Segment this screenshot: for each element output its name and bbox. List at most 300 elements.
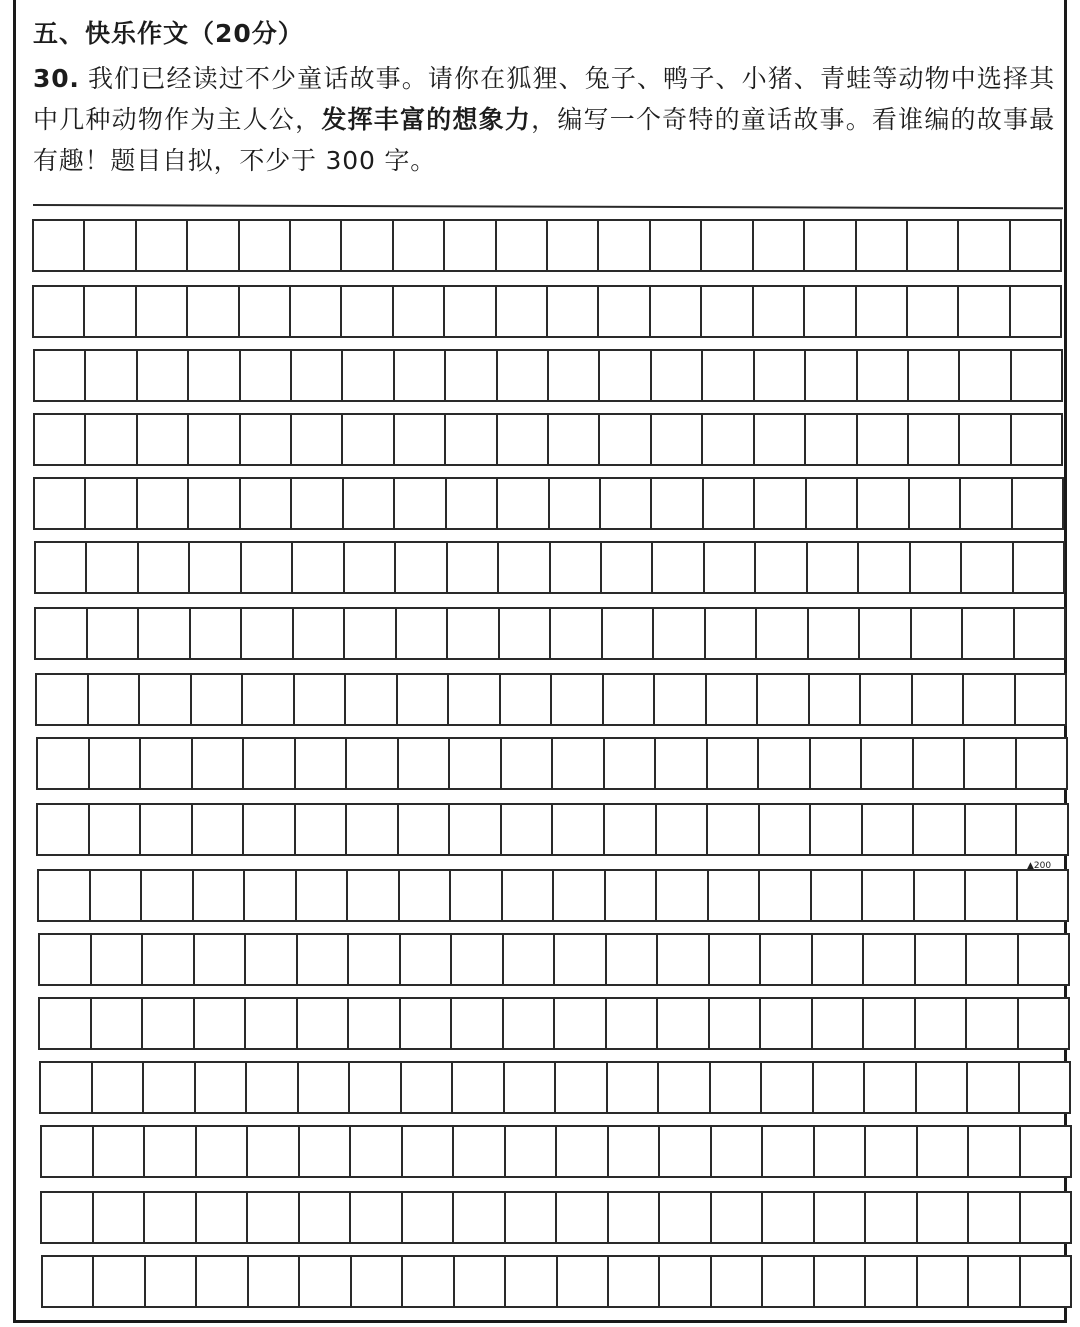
writing-cell[interactable] [917, 1063, 969, 1112]
writing-cell[interactable] [92, 999, 144, 1048]
writing-cell[interactable] [549, 415, 600, 464]
writing-cell[interactable] [755, 351, 806, 400]
writing-cell[interactable] [858, 479, 909, 528]
writing-cell[interactable] [912, 609, 964, 658]
writing-cell[interactable] [910, 479, 961, 528]
writing-cell[interactable] [915, 871, 967, 920]
writing-cell[interactable] [140, 675, 192, 724]
writing-cell[interactable] [190, 543, 241, 592]
writing-cell[interactable] [244, 739, 296, 788]
writing-cell[interactable] [343, 415, 394, 464]
writing-cell[interactable] [761, 999, 813, 1048]
writing-cell[interactable] [811, 739, 863, 788]
writing-cell[interactable] [706, 609, 758, 658]
writing-cell[interactable] [394, 287, 445, 336]
writing-cell[interactable] [291, 221, 342, 270]
writing-cell[interactable] [39, 871, 91, 920]
writing-cell[interactable] [813, 935, 865, 984]
writing-cell[interactable] [137, 287, 188, 336]
writing-cell[interactable] [447, 479, 498, 528]
writing-cell[interactable] [342, 287, 393, 336]
writing-cell[interactable] [351, 1127, 403, 1176]
writing-cell[interactable] [249, 1257, 300, 1306]
writing-cell[interactable] [300, 1193, 352, 1242]
writing-cell[interactable] [300, 1257, 351, 1306]
writing-cell[interactable] [555, 935, 607, 984]
writing-cell[interactable] [659, 1063, 711, 1112]
writing-cell[interactable] [188, 287, 239, 336]
writing-cell[interactable] [1011, 287, 1060, 336]
writing-cell[interactable] [651, 221, 702, 270]
writing-cell[interactable] [499, 543, 550, 592]
writing-cell[interactable] [350, 1063, 402, 1112]
writing-cell[interactable] [755, 479, 806, 528]
writing-cell[interactable] [188, 221, 239, 270]
writing-cell[interactable] [449, 675, 501, 724]
writing-cell[interactable] [1016, 675, 1066, 724]
writing-cell[interactable] [145, 1127, 197, 1176]
writing-cell[interactable] [754, 221, 805, 270]
writing-cell[interactable] [653, 543, 704, 592]
writing-cell[interactable] [960, 415, 1011, 464]
writing-cell[interactable] [145, 1193, 197, 1242]
writing-cell[interactable] [92, 935, 144, 984]
writing-cell[interactable] [241, 415, 292, 464]
writing-cell[interactable] [454, 1193, 506, 1242]
writing-cell[interactable] [862, 739, 914, 788]
writing-cell[interactable] [506, 1257, 557, 1306]
writing-cell[interactable] [144, 1063, 196, 1112]
writing-cell[interactable] [1012, 351, 1061, 400]
writing-cell[interactable] [1015, 609, 1065, 658]
writing-cell[interactable] [866, 1127, 918, 1176]
writing-cell[interactable] [811, 805, 863, 854]
writing-cell[interactable] [395, 415, 446, 464]
writing-cell[interactable] [762, 1063, 814, 1112]
writing-cell[interactable] [504, 999, 556, 1048]
writing-cell[interactable] [296, 739, 348, 788]
writing-cell[interactable] [805, 221, 856, 270]
writing-cell[interactable] [300, 1127, 352, 1176]
writing-cell[interactable] [548, 287, 599, 336]
writing-cell[interactable] [968, 1063, 1020, 1112]
writing-cell[interactable] [709, 871, 761, 920]
writing-cell[interactable] [806, 351, 857, 400]
writing-cell[interactable] [608, 1063, 660, 1112]
writing-cell[interactable] [402, 1063, 454, 1112]
writing-cell[interactable] [349, 999, 401, 1048]
writing-cell[interactable] [603, 609, 655, 658]
writing-cell[interactable] [498, 415, 549, 464]
writing-cell[interactable] [602, 543, 653, 592]
writing-cell[interactable] [352, 1257, 403, 1306]
writing-cell[interactable] [344, 479, 395, 528]
writing-cell[interactable] [651, 287, 702, 336]
writing-cell[interactable] [605, 739, 657, 788]
writing-cell[interactable] [448, 609, 500, 658]
writing-cell[interactable] [142, 871, 194, 920]
writing-cell[interactable] [711, 1063, 763, 1112]
writing-cell[interactable] [90, 805, 142, 854]
writing-cell[interactable] [1014, 543, 1063, 592]
writing-cell[interactable] [1013, 479, 1062, 528]
writing-cell[interactable] [916, 999, 968, 1048]
writing-cell[interactable] [710, 935, 762, 984]
writing-cell[interactable] [806, 415, 857, 464]
writing-cell[interactable] [557, 1193, 609, 1242]
writing-cell[interactable] [963, 609, 1015, 658]
writing-cell[interactable] [761, 935, 813, 984]
writing-cell[interactable] [863, 871, 915, 920]
writing-cell[interactable] [550, 479, 601, 528]
writing-cell[interactable] [1021, 1127, 1071, 1176]
writing-cell[interactable] [245, 871, 297, 920]
writing-cell[interactable] [94, 1193, 146, 1242]
writing-cell[interactable] [345, 609, 397, 658]
writing-cell[interactable] [299, 1063, 351, 1112]
writing-cell[interactable] [601, 479, 652, 528]
writing-cell[interactable] [85, 221, 136, 270]
writing-cell[interactable] [189, 415, 240, 464]
writing-cell[interactable] [656, 739, 708, 788]
writing-cell[interactable] [704, 479, 755, 528]
writing-cell[interactable] [658, 935, 710, 984]
writing-cell[interactable] [606, 871, 658, 920]
writing-cell[interactable] [967, 935, 1019, 984]
writing-cell[interactable] [452, 935, 504, 984]
writing-cell[interactable] [146, 1257, 197, 1306]
writing-cell[interactable] [455, 1257, 506, 1306]
writing-cell[interactable] [760, 805, 812, 854]
writing-cell[interactable] [909, 415, 960, 464]
writing-cell[interactable] [292, 479, 343, 528]
writing-cell[interactable] [342, 221, 393, 270]
writing-cell[interactable] [857, 221, 908, 270]
writing-cell[interactable] [1021, 1193, 1071, 1242]
writing-cell[interactable] [395, 351, 446, 400]
writing-cell[interactable] [708, 739, 760, 788]
writing-cell[interactable] [34, 287, 85, 336]
writing-cell[interactable] [504, 935, 556, 984]
writing-cell[interactable] [712, 1193, 764, 1242]
writing-cell[interactable] [400, 871, 452, 920]
writing-cell[interactable] [599, 287, 650, 336]
writing-cell[interactable] [969, 1257, 1020, 1306]
writing-cell[interactable] [93, 1063, 145, 1112]
writing-cell[interactable] [293, 543, 344, 592]
writing-cell[interactable] [556, 1063, 608, 1112]
writing-cell[interactable] [548, 221, 599, 270]
writing-cell[interactable] [549, 351, 600, 400]
writing-cell[interactable] [758, 675, 810, 724]
writing-cell[interactable] [38, 805, 90, 854]
writing-cell[interactable] [143, 999, 195, 1048]
writing-cell[interactable] [396, 543, 447, 592]
writing-cell[interactable] [866, 1257, 917, 1306]
writing-cell[interactable] [394, 221, 445, 270]
writing-cell[interactable] [242, 543, 293, 592]
writing-cell[interactable] [35, 351, 86, 400]
writing-cell[interactable] [197, 1193, 249, 1242]
writing-cell[interactable] [810, 675, 862, 724]
writing-cell[interactable] [195, 999, 247, 1048]
writing-cell[interactable] [38, 739, 90, 788]
writing-cell[interactable] [754, 287, 805, 336]
writing-cell[interactable] [707, 675, 759, 724]
writing-cell[interactable] [655, 675, 707, 724]
writing-cell[interactable] [607, 999, 659, 1048]
writing-cell[interactable] [1019, 999, 1069, 1048]
writing-cell[interactable] [864, 999, 916, 1048]
writing-cell[interactable] [815, 1127, 867, 1176]
writing-cell[interactable] [702, 221, 753, 270]
writing-cell[interactable] [918, 1193, 970, 1242]
writing-cell[interactable] [500, 609, 552, 658]
writing-cell[interactable] [347, 739, 399, 788]
writing-cell[interactable] [143, 935, 195, 984]
writing-cell[interactable] [962, 543, 1013, 592]
writing-cell[interactable] [807, 479, 858, 528]
writing-cell[interactable] [660, 1127, 712, 1176]
writing-cell[interactable] [863, 805, 915, 854]
writing-cell[interactable] [240, 287, 291, 336]
writing-cell[interactable] [497, 287, 548, 336]
writing-cell[interactable] [295, 675, 347, 724]
writing-cell[interactable] [861, 675, 913, 724]
writing-cell[interactable] [1012, 415, 1061, 464]
writing-cell[interactable] [657, 805, 709, 854]
writing-cell[interactable] [345, 543, 396, 592]
writing-cell[interactable] [1021, 1257, 1070, 1306]
writing-cell[interactable] [351, 1193, 403, 1242]
writing-cell[interactable] [813, 999, 865, 1048]
writing-cell[interactable] [87, 543, 138, 592]
writing-cell[interactable] [913, 675, 965, 724]
writing-cell[interactable] [141, 805, 193, 854]
writing-cell[interactable] [247, 1063, 299, 1112]
writing-cell[interactable] [705, 543, 756, 592]
writing-cell[interactable] [657, 871, 709, 920]
writing-cell[interactable] [914, 739, 966, 788]
writing-cell[interactable] [86, 351, 137, 400]
writing-cell[interactable] [36, 543, 87, 592]
writing-cell[interactable] [763, 1127, 815, 1176]
writing-cell[interactable] [189, 479, 240, 528]
writing-cell[interactable] [197, 1257, 248, 1306]
writing-cell[interactable] [138, 415, 189, 464]
writing-cell[interactable] [446, 351, 497, 400]
writing-cell[interactable] [756, 543, 807, 592]
writing-cell[interactable] [246, 935, 298, 984]
writing-cell[interactable] [815, 1193, 867, 1242]
writing-cell[interactable] [658, 999, 710, 1048]
writing-cell[interactable] [557, 1127, 609, 1176]
writing-cell[interactable] [445, 221, 496, 270]
writing-cell[interactable] [763, 1257, 814, 1306]
writing-cell[interactable] [40, 935, 92, 984]
writing-cell[interactable] [554, 871, 606, 920]
writing-cell[interactable] [94, 1127, 146, 1176]
writing-cell[interactable] [91, 871, 143, 920]
writing-cell[interactable] [246, 999, 298, 1048]
writing-cell[interactable] [86, 479, 137, 528]
writing-cell[interactable] [965, 739, 1017, 788]
writing-cell[interactable] [759, 739, 811, 788]
writing-cell[interactable] [967, 999, 1019, 1048]
writing-cell[interactable] [857, 287, 908, 336]
writing-cell[interactable] [343, 351, 394, 400]
writing-cell[interactable] [241, 351, 292, 400]
writing-cell[interactable] [864, 935, 916, 984]
writing-cell[interactable] [763, 1193, 815, 1242]
writing-cell[interactable] [191, 609, 243, 658]
writing-cell[interactable] [42, 1193, 94, 1242]
writing-cell[interactable] [703, 351, 754, 400]
writing-cell[interactable] [193, 739, 245, 788]
writing-cell[interactable] [292, 415, 343, 464]
writing-cell[interactable] [506, 1127, 558, 1176]
writing-cell[interactable] [403, 1127, 455, 1176]
writing-cell[interactable] [85, 287, 136, 336]
writing-cell[interactable] [197, 1127, 249, 1176]
writing-cell[interactable] [815, 1257, 866, 1306]
writing-cell[interactable] [609, 1127, 661, 1176]
writing-cell[interactable] [1019, 935, 1069, 984]
writing-cell[interactable] [454, 1127, 506, 1176]
writing-cell[interactable] [505, 1063, 557, 1112]
writing-cell[interactable] [86, 415, 137, 464]
writing-cell[interactable] [141, 739, 193, 788]
writing-cell[interactable] [858, 415, 909, 464]
writing-cell[interactable] [501, 675, 553, 724]
writing-cell[interactable] [860, 609, 912, 658]
writing-cell[interactable] [866, 1193, 918, 1242]
writing-cell[interactable] [395, 479, 446, 528]
writing-cell[interactable] [403, 1193, 455, 1242]
writing-cell[interactable] [294, 609, 346, 658]
writing-cell[interactable] [808, 543, 859, 592]
writing-cell[interactable] [448, 543, 499, 592]
writing-cell[interactable] [35, 415, 86, 464]
writing-cell[interactable] [298, 935, 350, 984]
writing-cell[interactable] [964, 675, 1016, 724]
writing-cell[interactable] [712, 1127, 764, 1176]
writing-cell[interactable] [450, 739, 502, 788]
writing-cell[interactable] [1017, 805, 1067, 854]
writing-cell[interactable] [916, 935, 968, 984]
writing-cell[interactable] [445, 287, 496, 336]
writing-cell[interactable] [196, 1063, 248, 1112]
writing-cell[interactable] [399, 805, 451, 854]
writing-cell[interactable] [918, 1127, 970, 1176]
writing-cell[interactable] [654, 609, 706, 658]
writing-cell[interactable] [609, 1257, 660, 1306]
writing-cell[interactable] [911, 543, 962, 592]
writing-cell[interactable] [708, 805, 760, 854]
writing-cell[interactable] [41, 1063, 93, 1112]
writing-cell[interactable] [959, 221, 1010, 270]
writing-cell[interactable] [702, 287, 753, 336]
writing-cell[interactable] [498, 479, 549, 528]
writing-cell[interactable] [399, 739, 451, 788]
writing-cell[interactable] [34, 221, 85, 270]
writing-cell[interactable] [37, 675, 89, 724]
writing-cell[interactable] [194, 871, 246, 920]
writing-cell[interactable] [189, 351, 240, 400]
writing-cell[interactable] [858, 351, 909, 400]
writing-cell[interactable] [244, 805, 296, 854]
writing-cell[interactable] [89, 675, 141, 724]
writing-cell[interactable] [451, 871, 503, 920]
writing-cell[interactable] [42, 1127, 94, 1176]
writing-cell[interactable] [193, 805, 245, 854]
writing-cell[interactable] [908, 221, 959, 270]
writing-cell[interactable] [43, 1257, 94, 1306]
writing-cell[interactable] [397, 609, 449, 658]
writing-cell[interactable] [969, 1127, 1021, 1176]
writing-cell[interactable] [755, 415, 806, 464]
writing-cell[interactable] [40, 999, 92, 1048]
writing-cell[interactable] [88, 609, 140, 658]
writing-cell[interactable] [291, 287, 342, 336]
writing-cell[interactable] [1011, 221, 1060, 270]
writing-cell[interactable] [348, 871, 400, 920]
writing-cell[interactable] [558, 1257, 609, 1306]
writing-cell[interactable] [398, 675, 450, 724]
writing-cell[interactable] [812, 871, 864, 920]
writing-cell[interactable] [660, 1257, 711, 1306]
writing-cell[interactable] [248, 1193, 300, 1242]
writing-cell[interactable] [1020, 1063, 1070, 1112]
writing-cell[interactable] [192, 675, 244, 724]
writing-cell[interactable] [35, 479, 86, 528]
writing-cell[interactable] [241, 479, 292, 528]
writing-cell[interactable] [551, 543, 602, 592]
writing-cell[interactable] [347, 805, 399, 854]
writing-cell[interactable] [401, 935, 453, 984]
writing-cell[interactable] [908, 287, 959, 336]
writing-cell[interactable] [605, 805, 657, 854]
writing-cell[interactable] [757, 609, 809, 658]
writing-cell[interactable] [138, 479, 189, 528]
writing-cell[interactable] [502, 739, 554, 788]
writing-cell[interactable] [809, 609, 861, 658]
writing-cell[interactable] [959, 287, 1010, 336]
writing-cell[interactable] [139, 543, 190, 592]
writing-cell[interactable] [660, 1193, 712, 1242]
writing-cell[interactable] [502, 805, 554, 854]
writing-cell[interactable] [243, 675, 295, 724]
writing-cell[interactable] [710, 999, 762, 1048]
writing-cell[interactable] [961, 479, 1012, 528]
writing-cell[interactable] [551, 609, 603, 658]
writing-cell[interactable] [760, 871, 812, 920]
writing-cell[interactable] [652, 415, 703, 464]
writing-cell[interactable] [600, 351, 651, 400]
writing-cell[interactable] [403, 1257, 454, 1306]
writing-cell[interactable] [859, 543, 910, 592]
writing-cell[interactable] [555, 999, 607, 1048]
writing-cell[interactable] [918, 1257, 969, 1306]
writing-cell[interactable] [503, 871, 555, 920]
writing-cell[interactable] [90, 739, 142, 788]
writing-cell[interactable] [497, 221, 548, 270]
writing-cell[interactable] [960, 351, 1011, 400]
writing-cell[interactable] [604, 675, 656, 724]
writing-cell[interactable] [966, 805, 1018, 854]
writing-cell[interactable] [450, 805, 502, 854]
writing-cell[interactable] [552, 675, 604, 724]
